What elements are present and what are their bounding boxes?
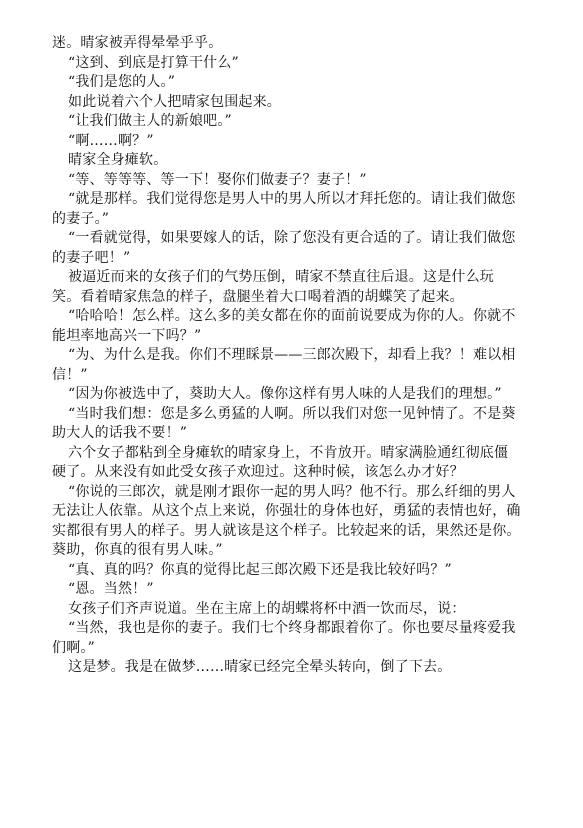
paragraph: “真、真的吗？你真的觉得比起三郎次殿下还是我比较好吗？”: [68, 561, 452, 578]
paragraph: 如此说着六个人把晴家包围起来。: [68, 93, 281, 110]
paragraph: 女孩子们齐声说道。坐在主席上的胡蝶将杯中酒一饮而尽，说：: [68, 600, 466, 617]
novel-text-body: [52, 34, 522, 678]
paragraph: “为、为什么是我。你们不理睬景——三郎次殿下，却看上我？！难以相信！”: [52, 347, 516, 383]
paragraph: “等、等等等、等一下！娶你们做妻子？妻子！”: [68, 171, 367, 188]
paragraph: “恩。当然！”: [68, 581, 154, 597]
paragraph: “你说的三郎次，就是刚才跟你一起的男人吗？他不行。那么纤细的男人无法让人依靠。从这个点上来说，你强壮的身体也好，勇猛的表情也好，确实都很有男人的样子。男人就该是这个样子。比较起来的话，果然还是你。葵助，你真的很有男人味。”: [52, 483, 521, 558]
paragraph: 迷。晴家被弄得晕晕乎乎。: [52, 35, 223, 51]
paragraph: “让我们做主人的新娘吧。”: [68, 113, 232, 129]
paragraph: “就是那样。我们觉得您是男人中的男人所以才拜托您的。请让我们做您的妻子。”: [52, 191, 516, 227]
paragraph: “当时我们想：您是多么勇猛的人啊。所以我们对您一见钟情了。不是葵助大人的话我不要！”: [52, 405, 516, 441]
paragraph: “因为你被选中了，葵助大人。像你这样有男人味的人是我们的理想。”: [68, 386, 502, 402]
paragraph: 晴家全身瘫软。: [68, 152, 168, 168]
paragraph: 这是梦。我是在做梦……晴家已经完全晕头转向，倒了下去。: [68, 659, 452, 675]
paragraph: “我们是您的人。”: [68, 74, 176, 90]
paragraph: 被逼近而来的女孩子们的气势压倒，晴家不禁直往后退。这是什么玩笑。看着晴家焦急的样子，盘腿坐着大口喝着酒的胡蝶笑了起来。: [52, 269, 494, 305]
paragraph: “这到、到底是打算干什么”: [68, 54, 239, 71]
paragraph: “一看就觉得，如果要嫁人的话，除了您没有更合适的了。请让我们做您的妻子吧！”: [52, 230, 516, 266]
paragraph: “当然，我也是你的妻子。我们七个终身都跟着你了。你也要尽量疼爱我们啊。”: [52, 620, 516, 656]
paragraph: “啊……啊？”: [68, 132, 154, 149]
paragraph: “哈哈哈！怎么样。这么多的美女都在你的面前说要成为你的人。你就不能坦率地高兴一下吗？”: [52, 308, 516, 344]
paragraph: 六个女子都粘到全身瘫软的晴家身上，不肯放开。晴家满脸通红彻底僵硬了。从来没有如此受女孩子欢迎过。这种时候，该怎么办才好？: [52, 444, 509, 480]
